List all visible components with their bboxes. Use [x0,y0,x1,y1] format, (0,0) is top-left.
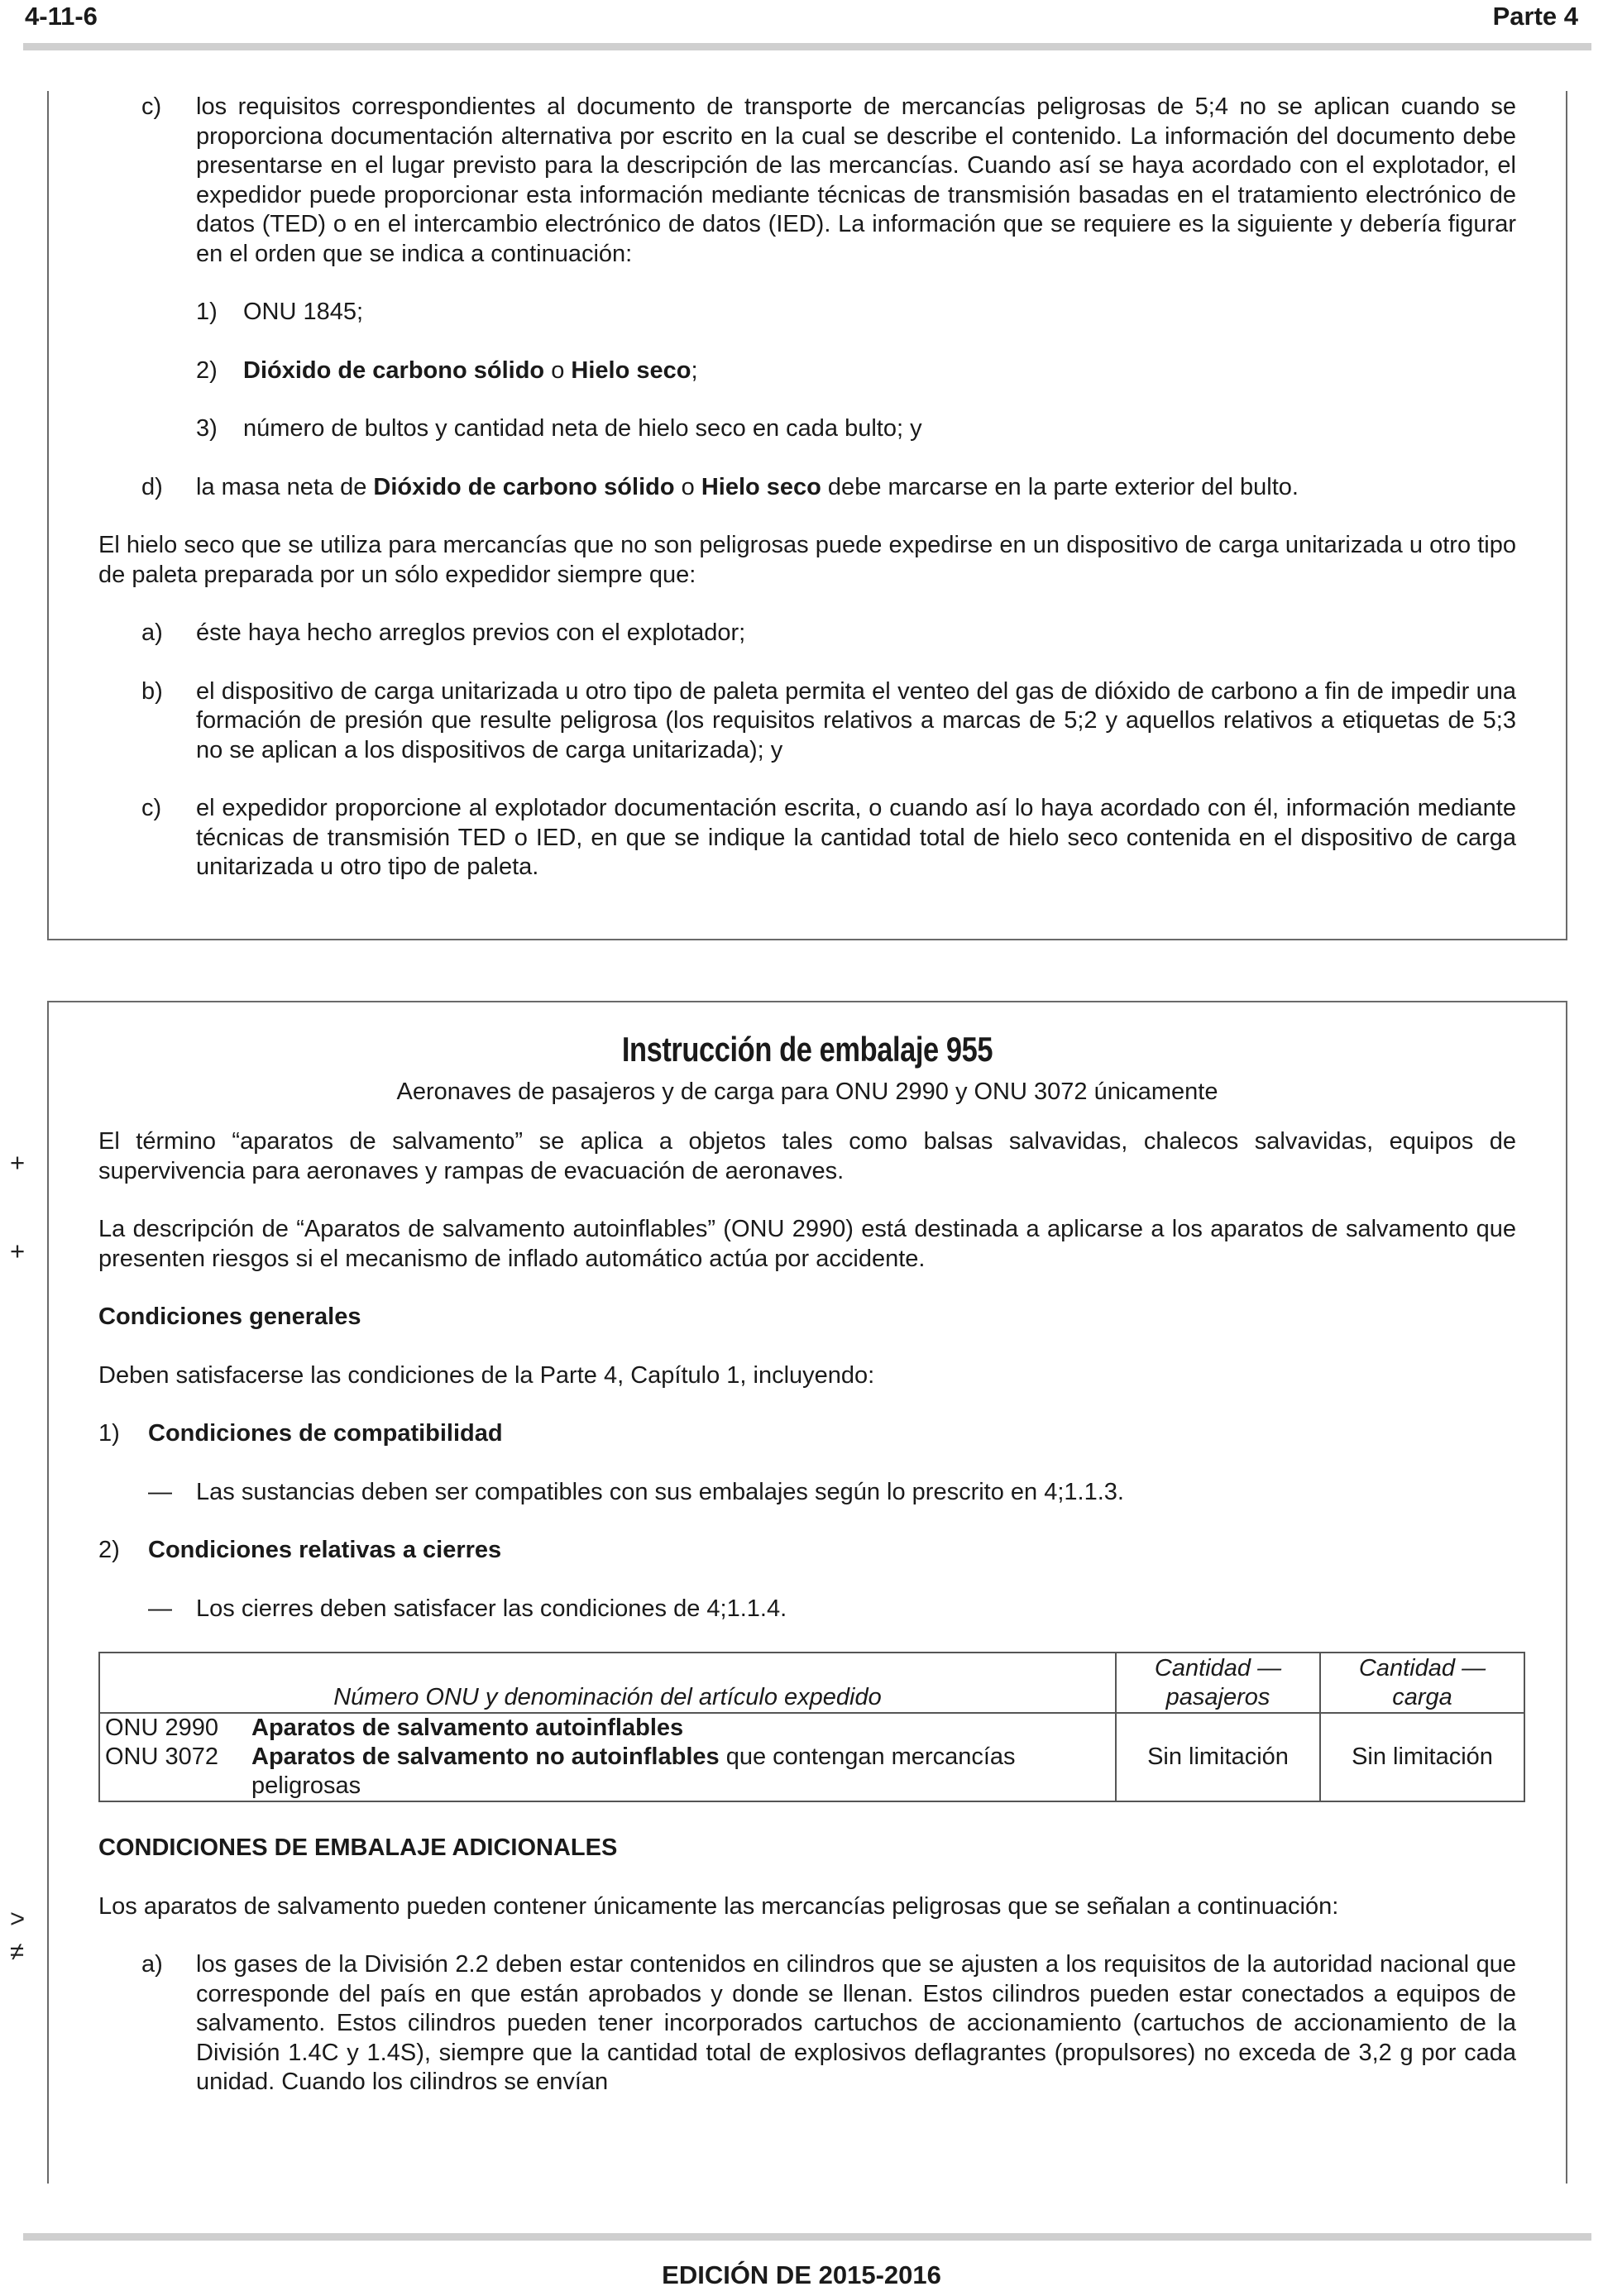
section-subtitle: Aeronaves de pasajeros y de carga para ONU 2990 y ONU 3072 únicamente [396,1079,1218,1105]
additional-conditions-heading: CONDICIONES DE EMBALAJE ADICIONALES [98,1834,618,1861]
margin-neq-mark: ≠ [10,1937,25,1966]
subitem-1: 1) ONU 1845; [196,299,364,325]
table-row: ONU 3072 Aparatos de salvamento no autoinflables que contengan mercancías peligrosas [105,1744,1016,1799]
footer-rule [23,2233,1591,2241]
quantity-table [98,1652,1525,1802]
item-d: d) la masa neta de Dióxido de carbono sólido o Hielo seco debe marcarse en la parte exterior del bulto. [141,473,1299,500]
subitem-3: 3) número de bultos y cantidad neta de hielo seco en cada bulto; y [196,415,922,442]
item-c: c) los requisitos correspondientes al documento de transporte de mercancías peligrosas de 5;4 no se aplican cuando se proporciona documentación alternativa por escrito en la cual se describe el contenido. La información del documento debe presentarse en el lugar previsto para la descripción de las mercancías. Cuando así se haya acordado con el explotador, el expedidor puede proporcionar esta información mediante técnicas de transmisión basadas en el tratamiento electrónico de datos (TED) o en el intercambio electrónico de datos (IED). La información que se requiere es la siguiente y debería figurar en el orden que se indica a continuación: [141,93,1516,267]
description-paragraph: La descripción de “Aparatos de salvamento autoinflables” (ONU 2990) está destinada a aplicarse a los aparatos de salvamento que presenten riesgos si el mecanismo de inflado automático actúa por accidente. [98,1216,1516,1272]
page-number: 4-11-6 [25,2,98,31]
definition-paragraph: El término “aparatos de salvamento” se aplica a objetos tales como balsas salvavidas, chalecos salvavidas, equipos de supervivencia para aeronaves y rampas de evacuación de aeronaves. [98,1128,1516,1184]
item-a2: a) éste haya hecho arreglos previos con el explotador; [141,619,746,646]
table-header-passenger: Cantidad — pasajeros [1116,1653,1320,1713]
item-c2: c) el expedidor proporcione al explotador documentación escrita, o cuando así lo haya acordado con él, información mediante técnicas de transmisión TED o IED, en que se indique la cantidad total de hielo seco contenida en el dispositivo de carga unitarizada u otro tipo de paleta. [141,795,1516,880]
margin-plus-mark: + [10,1236,26,1265]
condition-1: 1) Condiciones de compatibilidad [98,1420,503,1447]
margin-gt-mark: > [10,1904,26,1933]
dry-ice-paragraph: El hielo seco que se utiliza para mercancías que no son peligrosas puede expedirse en un dispositivo de carga unitarizada u otro tipo de paleta preparada por un sólo expedidor siempre que: [98,532,1516,588]
packing-instruction-955 [47,1001,1567,2184]
edition-footer: EDICIÓN DE 2015-2016 [662,2260,941,2289]
table-header-article: Número ONU y denominación del artículo expedido [99,1653,1116,1713]
condition-2: 2) Condiciones relativas a cierres [98,1537,502,1563]
condition-1-detail: — Las sustancias deben ser compatibles con sus embalajes según lo prescrito en 4;1.1.3. [148,1478,1124,1505]
part-label: Parte 4 [1492,2,1578,31]
additional-conditions-paragraph: Los aparatos de salvamento pueden contener únicamente las mercancías peligrosas que se señalan a continuación: [98,1892,1339,1920]
general-conditions-heading: Condiciones generales [98,1303,361,1330]
section-title: Instrucción de embalaje 955 [621,1030,993,1069]
subitem-2: 2) Dióxido de carbono sólido o Hielo seco; [196,356,698,384]
header-rule [23,43,1591,50]
table-header-cargo: Cantidad — carga [1320,1653,1524,1713]
item-b2: b) el dispositivo de carga unitarizada u otro tipo de paleta permita el venteo del gas de dióxido de carbono a fin de impedir una formación de presión que resulte peligrosa (los requisitos relativos a marcas de 5;2 y aquellos relativos a etiquetas de 5;3 no se aplican a los dispositivos de carga unitarizada); y [141,677,1516,763]
margin-plus-mark: + [10,1148,26,1177]
general-conditions-intro: Deben satisfacerse las condiciones de la Parte 4, Capítulo 1, incluyendo: [98,1361,875,1389]
table-row: ONU 2990 Aparatos de salvamento autoinflables [105,1715,684,1741]
table-articles [99,1713,1116,1801]
table-cargo-quantity: Sin limitación [1320,1713,1524,1801]
table-passenger-quantity: Sin limitación [1116,1713,1320,1801]
additional-item-a: a) los gases de la División 2.2 deben estar contenidos en cilindros que se ajusten a los requisitos de la autoridad nacional que corresponde del país en que están aprobados y donde se llenan. Estos cilindros pueden estar conectados a equipos de salvamento. Estos cilindros pueden tener incorporados cartuchos de accionamiento (cartuchos de accionamiento de la División 1.4C y 1.4S), siempre que la cantidad total de explosivos deflagrantes (propulsores) no exceda de 3,2 g por cada unidad. Cuando los cilindros se envían [141,1951,1516,2095]
condition-2-detail: — Los cierres deben satisfacer las condiciones de 4;1.1.4. [148,1595,787,1622]
dry-ice-section [47,91,1567,940]
